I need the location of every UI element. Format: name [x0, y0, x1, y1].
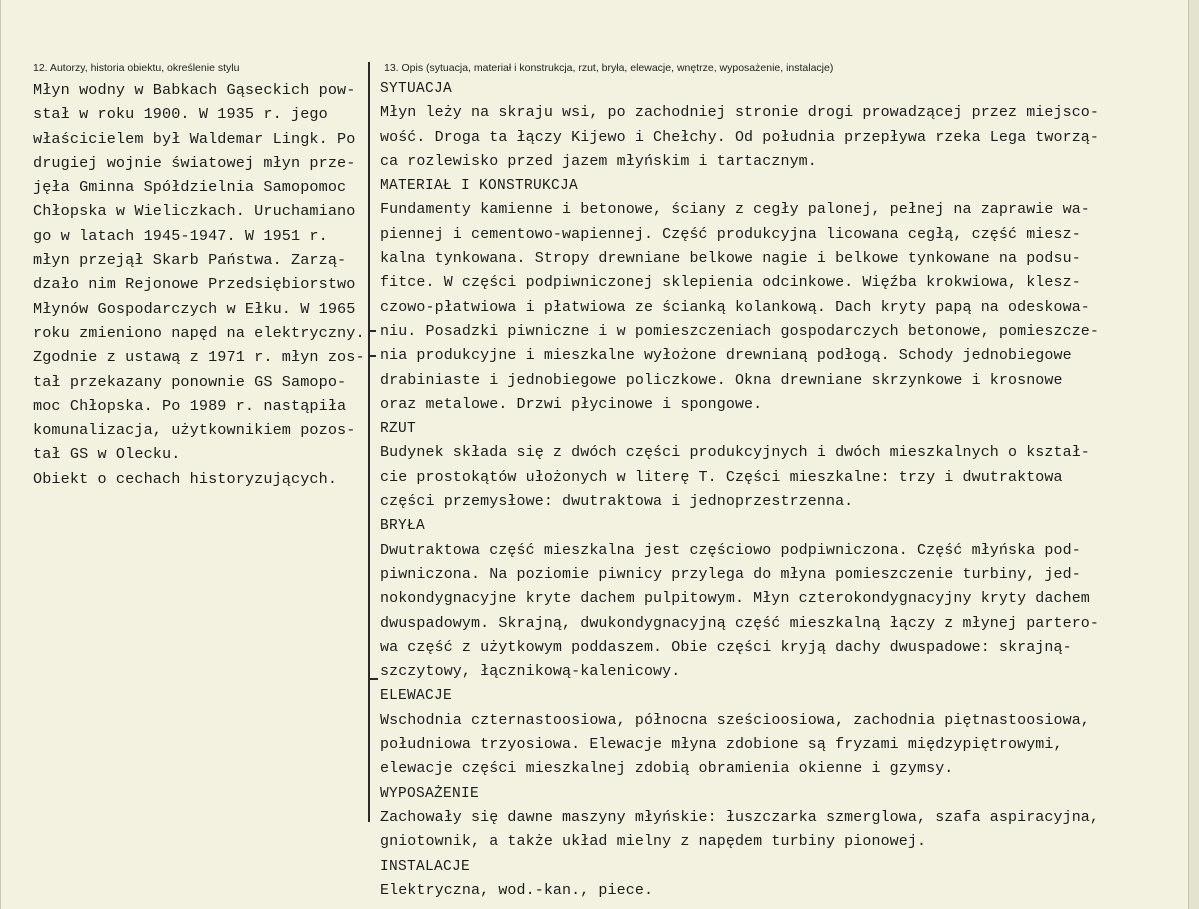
section-line: oraz metalowe. Drzwi płycinowe i spongowe.	[380, 395, 763, 413]
history-text	[33, 78, 368, 491]
section-line: wa część z użytkowym poddaszem. Obie części kryją dachy dwuspadowe: skrajną-	[380, 638, 1072, 656]
history-line: tał GS w Olecku.	[33, 445, 181, 464]
history-line: Młynów Gospodarczych w Ełku. W 1965	[33, 299, 356, 318]
section-line: niu. Posadzki piwniczne i w pomieszczeniach gospodarczych betonowe, pomieszcze-	[380, 322, 1100, 340]
history-line: dzało nim Rejonowe Przedsiębiorstwo	[33, 275, 356, 294]
section-line: Dwutraktowa część mieszkalna jest częściowo podpiwniczona. Część młyńska pod-	[380, 541, 1081, 559]
history-line: roku zmieniono napęd na elektryczny.	[33, 323, 365, 342]
section-heading: BRYŁA	[380, 518, 426, 535]
section-line: Fundamenty kamienne i betonowe, ściany z cegły palonej, pełnej na zaprawie wa-	[380, 201, 1090, 219]
section-line: części przemysłowe: dwutraktowa i jednoprzestrzenna.	[380, 493, 854, 511]
right-column-header: 13. Opis (sytuacja, materiał i konstrukcja, rzut, bryła, elewacje, wnętrze, wyposażenie, instalacje)	[384, 62, 834, 74]
section-line: elewacje części mieszkalnej zdobią obramienia okienne i gzymsy.	[380, 760, 954, 778]
section-heading: MATERIAŁ I KONSTRUKCJA	[380, 178, 579, 195]
section-line: Wschodnia czternastoosiowa, północna sześcioosiowa, zachodnia piętnastoosiowa,	[380, 711, 1090, 729]
section-line: czowo-płatwiowa i płatwiowa ze ścianką kolankową. Dach kryty papą na odeskowa-	[380, 298, 1090, 316]
section-line: szczytowy, łącznikową-kalenicowy.	[380, 663, 681, 681]
section-line: dwuspadowym. Skrajną, dwukondygnacyjną część mieszkalną łączy z młynej partero-	[380, 614, 1100, 632]
section-line: cie prostokątów ułożonych w literę T. Części mieszkalne: trzy i dwutraktowa	[380, 468, 1063, 486]
section-line: ca rozlewisko przed jazem młyńskim i tartacznym.	[380, 152, 817, 170]
section-heading: RZUT	[380, 421, 417, 438]
column-divider	[368, 62, 370, 822]
section-heading: ELEWACJE	[380, 688, 453, 705]
history-line: stał w roku 1900. W 1935 r. jego	[33, 105, 328, 124]
history-line: komunalizacja, użytkownikiem pozos-	[33, 421, 356, 440]
history-line: moc Chłopska. Po 1989 r. nastąpiła	[33, 396, 347, 415]
section-line: nia produkcyjne i mieszkalne wyłożone drewnianą podłogą. Schody jednobiegowe	[380, 347, 1072, 365]
divider-tick	[368, 355, 376, 357]
history-line: właścicielem był Waldemar Lingk. Po	[33, 129, 356, 148]
section-heading: SYTUACJA	[380, 81, 453, 97]
section-line: Elektryczna, wod.-kan., piece.	[380, 881, 654, 899]
history-line: Zgodnie z ustawą z 1971 r. młyn zos-	[33, 348, 365, 367]
history-line: jęła Gminna Spółdzielnia Samopomoc	[33, 178, 347, 197]
divider-tick	[370, 678, 378, 680]
history-line: Młyn wodny w Babkach Gąseckich pow-	[33, 81, 356, 99]
page-edge	[1188, 0, 1199, 909]
section-line: Budynek składa się z dwóch części produkcyjnych i dwóch mieszkalnych o kształ-	[380, 444, 1090, 462]
history-line: Obiekt o cechach historyzujących.	[33, 469, 338, 488]
description-text	[380, 77, 1185, 903]
left-column-header: 12. Autorzy, historia obiektu, określenie stylu	[33, 62, 240, 74]
history-line: go w latach 1945-1947. W 1951 r.	[33, 226, 328, 245]
section-line: piwniczona. Na poziomie piwnicy przylega do młyna pomieszczenie turbiny, jed-	[380, 565, 1081, 583]
divider-tick	[368, 330, 376, 332]
section-line: gniotownik, a także układ mielny z napędem turbiny pionowej.	[380, 833, 927, 851]
history-line: Chłopska w Wieliczkach. Uruchamiano	[33, 202, 356, 221]
section-line: nokondygnacyjne kryte dachem pulpitowym. Młyn czterokondygnacyjny kryty dachem	[380, 590, 1090, 608]
section-heading: WYPOSAŻENIE	[380, 785, 480, 802]
section-line: drabiniaste i jednobiegowe policzkowe. Okna drewniane skrzynkowe i krosnowe	[380, 371, 1063, 389]
history-line: drugiej wojnie światowej młyn prze-	[33, 153, 356, 172]
history-line: młyn przejął Skarb Państwa. Zarzą-	[33, 251, 347, 270]
section-line: Zachowały się dawne maszyny młyńskie: łuszczarka szmerglowa, szafa aspiracyjna,	[380, 808, 1100, 826]
section-heading: INSTALACJE	[380, 858, 471, 875]
section-line: fitce. W części podpiwniczonej sklepienia odcinkowe. Więźba krokwiowa, klesz-	[380, 274, 1081, 292]
section-line: piennej i cementowo-wapiennej. Część produkcyjna licowana cegłą, część miesz-	[380, 225, 1081, 243]
section-line: Młyn leży na skraju wsi, po zachodniej stronie drogi prowadzącej przez miejsco-	[380, 104, 1100, 122]
section-line: południowa trzyosiowa. Elewacje młyna zdobione są fryzami międzypiętrowymi,	[380, 736, 1063, 754]
section-line: wość. Droga ta łączy Kijewo i Chełchy. Od południa przepływa rzeka Lega tworzą-	[380, 128, 1100, 146]
section-line: kalna tynkowana. Stropy drewniane belkowe nagie i belkowe tynkowane na podsu-	[380, 250, 1081, 268]
history-line: tał przekazany ponownie GS Samopo-	[33, 372, 347, 391]
